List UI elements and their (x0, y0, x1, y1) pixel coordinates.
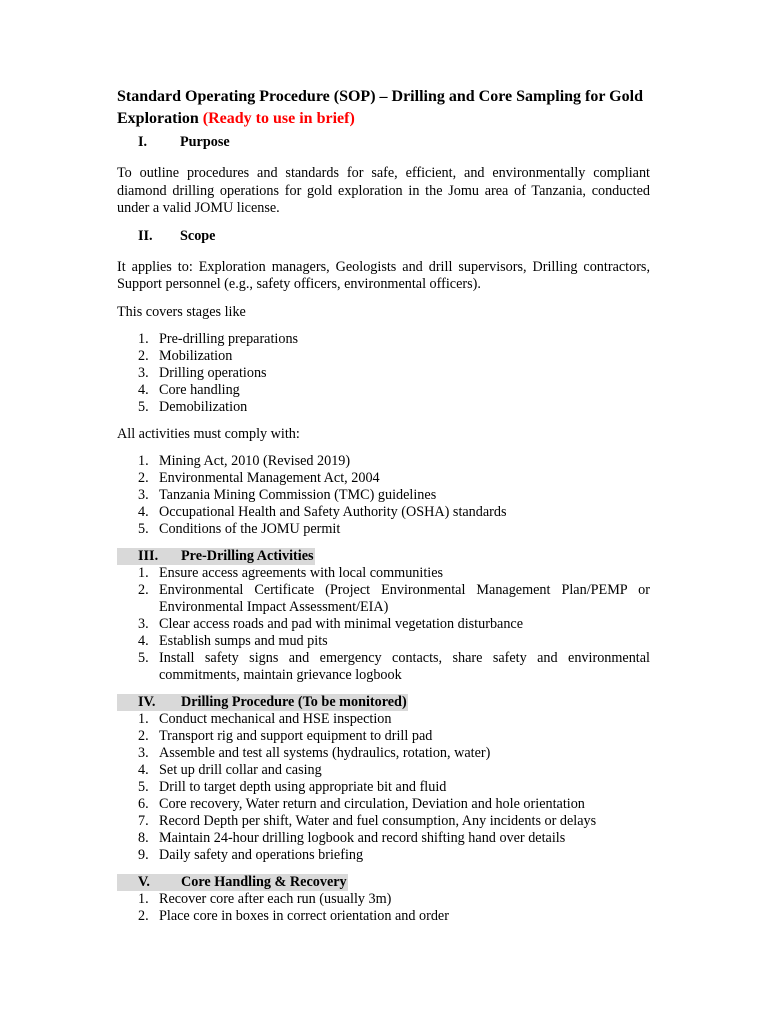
list-item (117, 796, 650, 813)
list-item-text: Recover core after each run (usually 3m) (159, 890, 392, 907)
list-item (117, 382, 650, 399)
list-item-text: Demobilization (159, 398, 248, 415)
list-item-text: Mobilization (159, 347, 233, 364)
list-item (117, 331, 650, 348)
list-item-text: Record Depth per shift, Water and fuel consumption, Any incidents or delays (159, 812, 597, 829)
list-item-number: 7. (138, 812, 149, 829)
list-item (117, 521, 650, 538)
list-item-text: Core handling (159, 381, 240, 398)
list-item (117, 779, 650, 796)
list-item-text: Clear access roads and pad with minimal vegetation disturbance (159, 615, 524, 632)
list-item (117, 830, 650, 847)
list-item-text: Core recovery, Water return and circulation, Deviation and hole orientation (159, 795, 585, 812)
core-handling-list (117, 891, 650, 925)
section-number: III. (138, 547, 159, 564)
title-accent-note: (Ready to use in brief) (202, 110, 355, 127)
section-label: Drilling Procedure (To be monitored) (181, 693, 407, 710)
list-item-text: Transport rig and support equipment to drill pad (159, 727, 433, 744)
purpose-paragraph: To outline procedures and standards for safe, efficient, and environmentally compliant diamond drilling operations for gold exploration in the Jomu area of Tanzania, conducted under a valid JOMU license. (117, 165, 650, 216)
list-item-text: Tanzania Mining Commission (TMC) guidelines (159, 486, 437, 503)
section-heading-purpose (117, 134, 650, 151)
section-heading-drilling (117, 694, 408, 711)
list-item (117, 616, 650, 633)
list-item-text: Daily safety and operations briefing (159, 846, 364, 863)
list-item-text: Pre-drilling preparations (159, 330, 299, 347)
stages-list (117, 331, 650, 416)
section-number: V. (138, 873, 150, 890)
list-item-number: 1. (138, 710, 149, 727)
list-item-text: Conditions of the JOMU permit (159, 520, 341, 537)
list-item-number: 4. (138, 503, 149, 520)
list-item (117, 399, 650, 416)
list-item (117, 348, 650, 365)
list-item-number: 2. (138, 907, 149, 924)
list-item-number: 9. (138, 846, 149, 863)
list-item-number: 2. (138, 469, 149, 486)
list-item (117, 470, 650, 487)
list-item (117, 365, 650, 382)
list-item-text: Install safety signs and emergency contacts, share safety and environmental commitments, maintain grievance logbook (159, 649, 650, 683)
list-item-number: 1. (138, 330, 149, 347)
list-item-number: 1. (138, 452, 149, 469)
list-item (117, 453, 650, 470)
list-item-number: 2. (138, 727, 149, 744)
section-number: IV. (138, 693, 156, 710)
list-item-text: Occupational Health and Safety Authority (OSHA) standards (159, 503, 507, 520)
stages-lead: This covers stages like (117, 303, 246, 320)
title-main: Standard Operating Procedure (SOP) – Drilling and Core Sampling for Gold Exploration (117, 88, 643, 127)
list-item (117, 504, 650, 521)
list-item-text: Environmental Management Act, 2004 (159, 469, 380, 486)
list-item-text: Mining Act, 2010 (Revised 2019) (159, 452, 351, 469)
list-item (117, 728, 650, 745)
list-item (117, 908, 650, 925)
list-item-number: 4. (138, 761, 149, 778)
scope-paragraph: It applies to: Exploration managers, Geologists and drill supervisors, Drilling contractors, Support personnel (e.g., safety officers, environmental officers). (117, 258, 650, 292)
list-item-number: 3. (138, 486, 149, 503)
list-item-text: Environmental Certificate (Project Environmental Management Plan/PEMP or Environmental Impact Assessment/EIA) (159, 581, 650, 615)
drilling-list (117, 711, 650, 864)
section-label: Purpose (180, 134, 230, 150)
list-item (117, 565, 650, 582)
list-item-text: Conduct mechanical and HSE inspection (159, 710, 392, 727)
list-item-number: 4. (138, 632, 149, 649)
section-heading-scope (117, 228, 650, 245)
section-number: II. (138, 227, 153, 244)
section-label: Scope (180, 227, 216, 244)
comply-lead: All activities must comply with: (117, 425, 300, 442)
list-item-text: Drill to target depth using appropriate bit and fluid (159, 778, 447, 795)
list-item-text: Set up drill collar and casing (159, 761, 322, 778)
list-item-number: 5. (138, 520, 149, 537)
list-item (117, 745, 650, 762)
list-item (117, 762, 650, 779)
section-label: Pre-Drilling Activities (181, 547, 314, 564)
pre-drilling-list (117, 565, 650, 684)
list-item-number: 3. (138, 364, 149, 381)
compliance-list (117, 453, 650, 538)
list-item-text: Ensure access agreements with local communities (159, 564, 444, 581)
section-heading-pre-drilling (117, 548, 315, 565)
section-label: Core Handling & Recovery (181, 873, 347, 890)
list-item-number: 8. (138, 829, 149, 846)
section-heading-core-handling (117, 874, 348, 891)
list-item-number: 3. (138, 744, 149, 761)
list-item-number: 2. (138, 347, 149, 364)
list-item (117, 650, 650, 684)
document-title (117, 86, 650, 130)
list-item-text: Establish sumps and mud pits (159, 632, 328, 649)
list-item-text: Assemble and test all systems (hydraulics, rotation, water) (159, 744, 491, 761)
list-item-number: 2. (138, 581, 149, 598)
document-body (117, 86, 650, 935)
list-item (117, 633, 650, 650)
list-item (117, 847, 650, 864)
list-item (117, 711, 650, 728)
list-item-text: Drilling operations (159, 364, 267, 381)
list-item-text: Place core in boxes in correct orientation and order (159, 907, 449, 924)
section-number: I. (138, 134, 148, 150)
list-item-number: 5. (138, 649, 149, 666)
list-item-number: 5. (138, 398, 149, 415)
list-item (117, 891, 650, 908)
list-item-text: Maintain 24-hour drilling logbook and record shifting hand over details (159, 829, 566, 846)
list-item (117, 487, 650, 504)
list-item-number: 6. (138, 795, 149, 812)
list-item-number: 1. (138, 890, 149, 907)
list-item-number: 3. (138, 615, 149, 632)
list-item-number: 4. (138, 381, 149, 398)
list-item-number: 5. (138, 778, 149, 795)
list-item-number: 1. (138, 564, 149, 581)
list-item (117, 813, 650, 830)
list-item (117, 582, 650, 616)
